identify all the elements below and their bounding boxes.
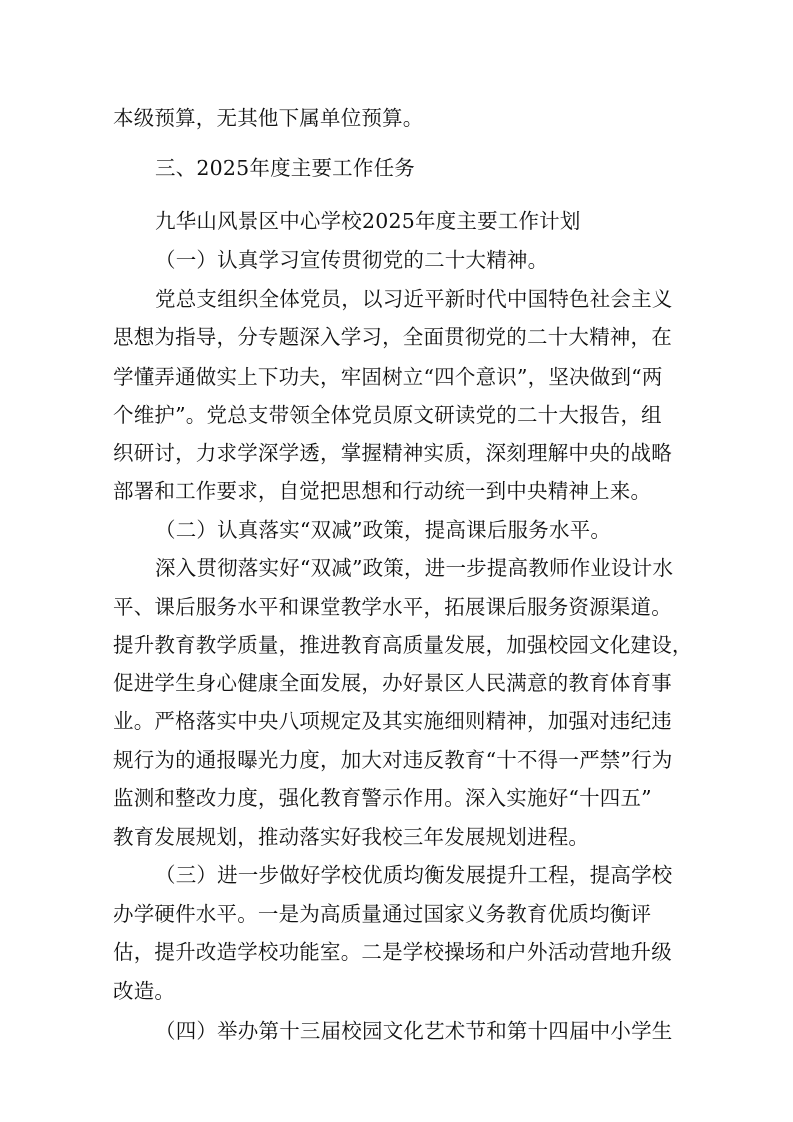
text-line: 部署和工作要求，自觉把思想和行动统一到中央精神上来。 [113,479,652,503]
text-line: 织研讨，力求学深学透，掌握精神实质，深刻理解中央的战略 [113,441,672,465]
text-line: 思想为指导，分专题深入学习，全面贯彻党的二十大精神，在 [113,325,672,349]
text-line: 业。严格落实中央八项规定及其实施细则精神，加强对违纪违 [113,709,672,733]
text-line: 监测和整改力度，强化教育警示作用。深入实施好“十四五” [113,786,652,810]
text-line: 平、课后服务水平和课堂教学水平，拓展课后服务资源渠道。 [113,595,672,619]
text-line: 规行为的通报曝光力度，加大对违反教育“十不得一严禁”行为 [113,748,673,772]
text-line: 深入贯彻落实好“双减”政策，进一步提高教师作业设计水 [155,556,674,580]
text-line: 党总支组织全体党员，以习近平新时代中国特色社会主义 [155,287,673,311]
subheading-three: （三）进一步做好学校优质均衡发展提升工程，提高学校 [155,863,673,887]
text-line: 提升教育教学质量，推进教育高质量发展，加强校园文化建设， [113,633,693,657]
text-line: 估，提升改造学校功能室。二是学校操场和户外活动营地升级 [113,940,672,964]
plan-title: 九华山风景区中心学校2025年度主要工作计划 [155,209,581,233]
text-line: 促进学生身心健康全面发展，办好景区人民满意的教育体育事 [113,671,672,695]
text-line: 个维护”。党总支带领全体党员原文研读党的二十大报告，组 [113,403,662,427]
section-heading: 三、2025年度主要工作任务 [155,156,415,180]
subheading-two: （二）认真落实“双减”政策，提高课后服务水平。 [155,518,612,542]
text-line: 办学硬件水平。一是为高质量通过国家义务教育优质均衡评 [113,902,652,926]
subheading-four: （四）举办第十三届校园文化艺术节和第十四届中小学生 [155,1019,673,1043]
text-line: 本级预算，无其他下属单位预算。 [113,106,424,130]
text-line: 改造。 [113,979,176,1003]
text-line: 学懂弄通做实上下功夫，牢固树立“四个意识”，坚决做到“两 [113,365,663,389]
text-line: 教育发展规划，推动落实好我校三年发展规划进程。 [113,825,590,849]
subheading-one: （一）认真学习宣传贯彻党的二十大精神。 [155,248,549,272]
